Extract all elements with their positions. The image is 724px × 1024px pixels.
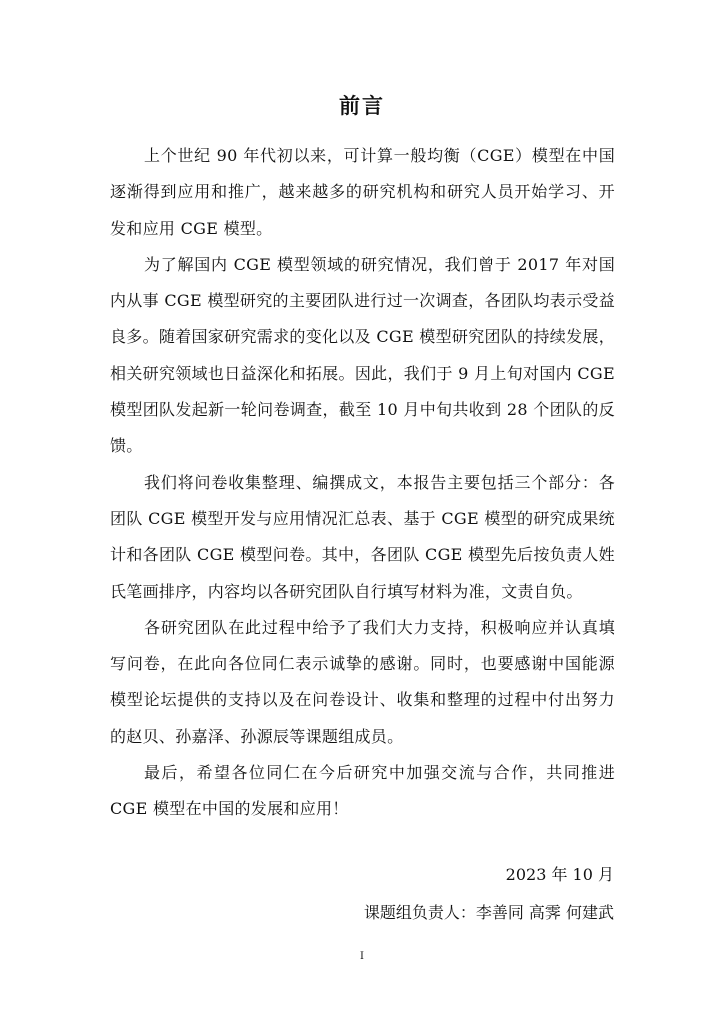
paragraph-2: 为了解国内 CGE 模型领域的研究情况，我们曾于 2017 年对国内从事 CGE 模型研究的主要团队进行过一次调查，各团队均表示受益良多。随着国家研究需求的变化以及 CGE 模型研究团队的持续发展，相关研究领域也日益深化和拓展。因此，我们于 9 月上旬对国内 CGE 模型团队发起新一轮问卷调查，截至 10 月中旬共收到 28 个团队的反馈。 [110, 254, 615, 456]
paragraph-5: 最后，希望各位同仁在今后研究中加强交流与合作，共同推进 CGE 模型在中国的发展和应用！ [110, 763, 615, 819]
page-number: I [360, 951, 364, 962]
page-title: 前言 [339, 94, 385, 118]
paragraph-4: 各研究团队在此过程中给予了我们大力支持，积极响应并认真填写问卷，在此向各位同仁表示诚挚的感谢。同时，也要感谢中国能源模型论坛提供的支持以及在问卷设计、收集和整理的过程中付出努力的赵贝、孙嘉泽、孙源辰等课题组成员。 [110, 617, 615, 746]
preface-body [110, 138, 615, 828]
document-date: 2023 年 10 月 [505, 865, 614, 884]
signature-line: 课题组负责人：李善同 高霁 何建武 [363, 903, 614, 922]
paragraph-3: 我们将问卷收集整理、编撰成文，本报告主要包括三个部分：各团队 CGE 模型开发与应用情况汇总表、基于 CGE 模型的研究成果统计和各团队 CGE 模型问卷。其中，各团队 CGE 模型先后按负责人姓氏笔画排序，内容均以各研究团队自行填写材料为准，文责自负。 [110, 472, 615, 601]
paragraph-1: 上个世纪 90 年代初以来，可计算一般均衡（CGE）模型在中国逐渐得到应用和推广，越来越多的研究机构和研究人员开始学习、开发和应用 CGE 模型。 [110, 146, 615, 238]
